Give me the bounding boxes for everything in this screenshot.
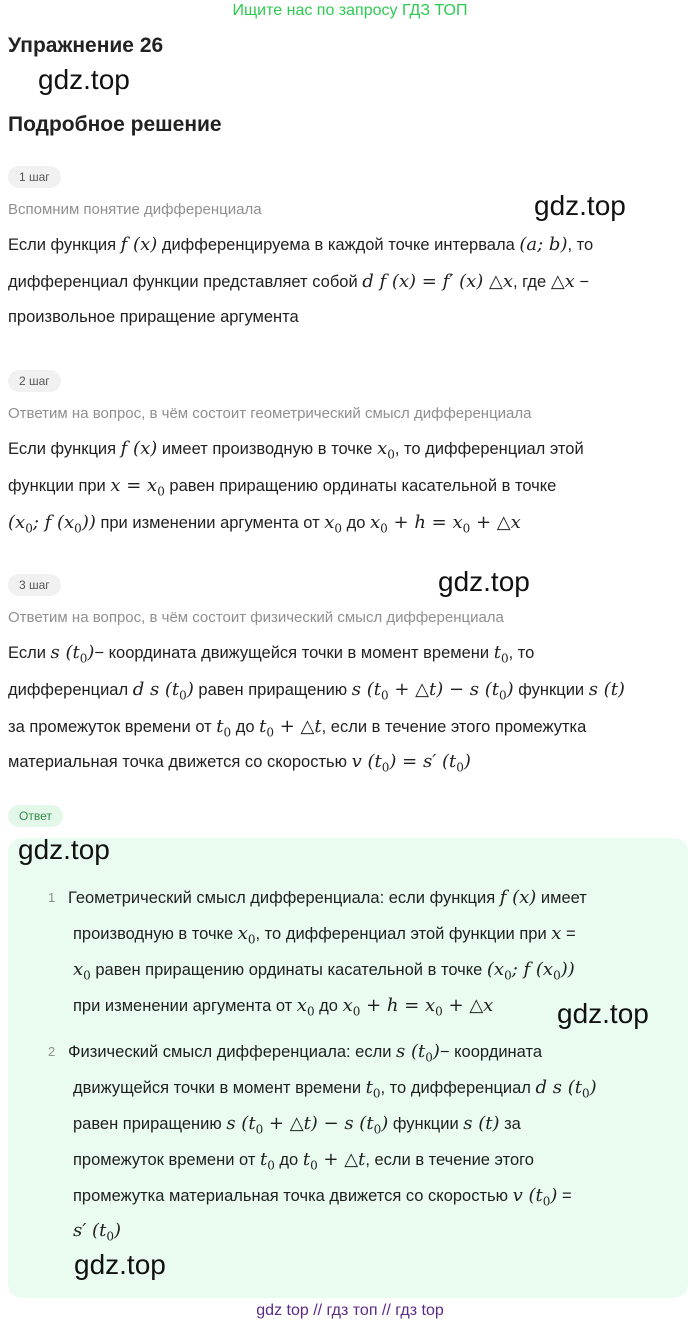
- step-3-badge: 3 шаг: [8, 574, 61, 596]
- step-2-hint: Ответим на вопрос, в чём состоит геометрический смысл дифференциала: [8, 405, 532, 422]
- step-1-line-2: дифференциал функции представляет собой d f (x) = f′ (x) △x, где △x −: [8, 271, 590, 292]
- watermark: gdz.top: [74, 1249, 166, 1280]
- step-1-line-3: произвольное приращение аргумента: [8, 308, 299, 326]
- step-3-line-3: за промежуток времени от $t_0$ до $t_0$ + △t, если в течение этого промежутка: [8, 716, 587, 740]
- answer-item-2-line-2: движущейся точки в момент времени $t_0$, то дифференциал d s $(t_0)$: [73, 1077, 597, 1101]
- answer-item-1-line-3: $x_0$ равен приращению ординаты касательной в точке ($x_0$; f $(x_0)$): [73, 959, 575, 983]
- exercise-title: Упражнение 26: [8, 34, 164, 57]
- step-1-badge: 1 шаг: [8, 166, 61, 188]
- search-banner: Ищите нас по запросу ГДЗ ТОП: [232, 2, 468, 19]
- answer-badge: Ответ: [8, 805, 63, 827]
- footer-links: gdz top // гдз топ // гдз top: [256, 1302, 444, 1319]
- answer-item-2-number: 2: [48, 1044, 56, 1059]
- answer-item-2-line-1: Физический смысл дифференциала: если s $(t_0)-$ координата: [68, 1041, 543, 1065]
- step-3-line-4: материальная точка движется со скоростью v $(t_0) = s'$ $(t_0)$: [8, 751, 471, 775]
- answer-item-1-number: 1: [48, 890, 56, 905]
- watermark: gdz.top: [557, 998, 649, 1029]
- step-2-badge: 2 шаг: [8, 370, 61, 392]
- answer-item-1-line-4: при изменении аргумента от $x_0$ до $x_0 + h = x_0$ + △x: [73, 995, 494, 1019]
- watermark: gdz.top: [534, 190, 626, 221]
- solution-heading: Подробное решение: [8, 113, 222, 136]
- step-3-line-2: дифференциал d s $(t_0)$ равен приращению s ($t_0$ + △t) − s $(t_0)$ функции s (t): [8, 679, 625, 703]
- answer-item-2-line-3: равен приращению s ($t_0$ + △t) − s $(t_0)$ функции s (t) за: [73, 1113, 521, 1137]
- answer-item-1-line-2: производную в точке $x_0$, то дифференциал этой функции при x =: [73, 923, 576, 947]
- step-3-line-1: Если s $(t_0)-$ координата движущейся точки в момент времени $t_0$, то: [8, 642, 535, 666]
- step-3-hint: Ответим на вопрос, в чём состоит физический смысл дифференциала: [8, 609, 504, 626]
- step-2-line-2: функции при $x = x_0$ равен приращению ординаты касательной в точке: [8, 475, 557, 499]
- watermark: gdz.top: [438, 566, 530, 597]
- step-1-hint: Вспомним понятие дифференциала: [8, 201, 262, 218]
- answer-item-1-line-1: Геометрический смысл дифференциала: если функция f (x) имеет: [68, 887, 587, 908]
- watermark: gdz.top: [38, 64, 130, 95]
- watermark: gdz.top: [18, 834, 110, 865]
- step-2-line-1: Если функция f (x) имеет производную в точке $x_0$, то дифференциал этой: [8, 438, 584, 462]
- answer-item-2-line-4: промежуток времени от $t_0$ до $t_0$ + △t, если в течение этого: [73, 1149, 534, 1173]
- answer-item-2-line-6: s′ $(t_0)$: [73, 1220, 121, 1244]
- step-2-line-3: ($x_0$; f $(x_0)$) при изменении аргумента от $x_0$ до $x_0 + h = x_0$ + △x: [8, 512, 521, 536]
- answer-item-2-line-5: промежутка материальная точка движется со скоростью v $(t_0)$ =: [73, 1185, 572, 1209]
- step-1-line-1: Если функция f (x) дифференцируема в каждой точке интервала (a; b), то: [8, 234, 594, 255]
